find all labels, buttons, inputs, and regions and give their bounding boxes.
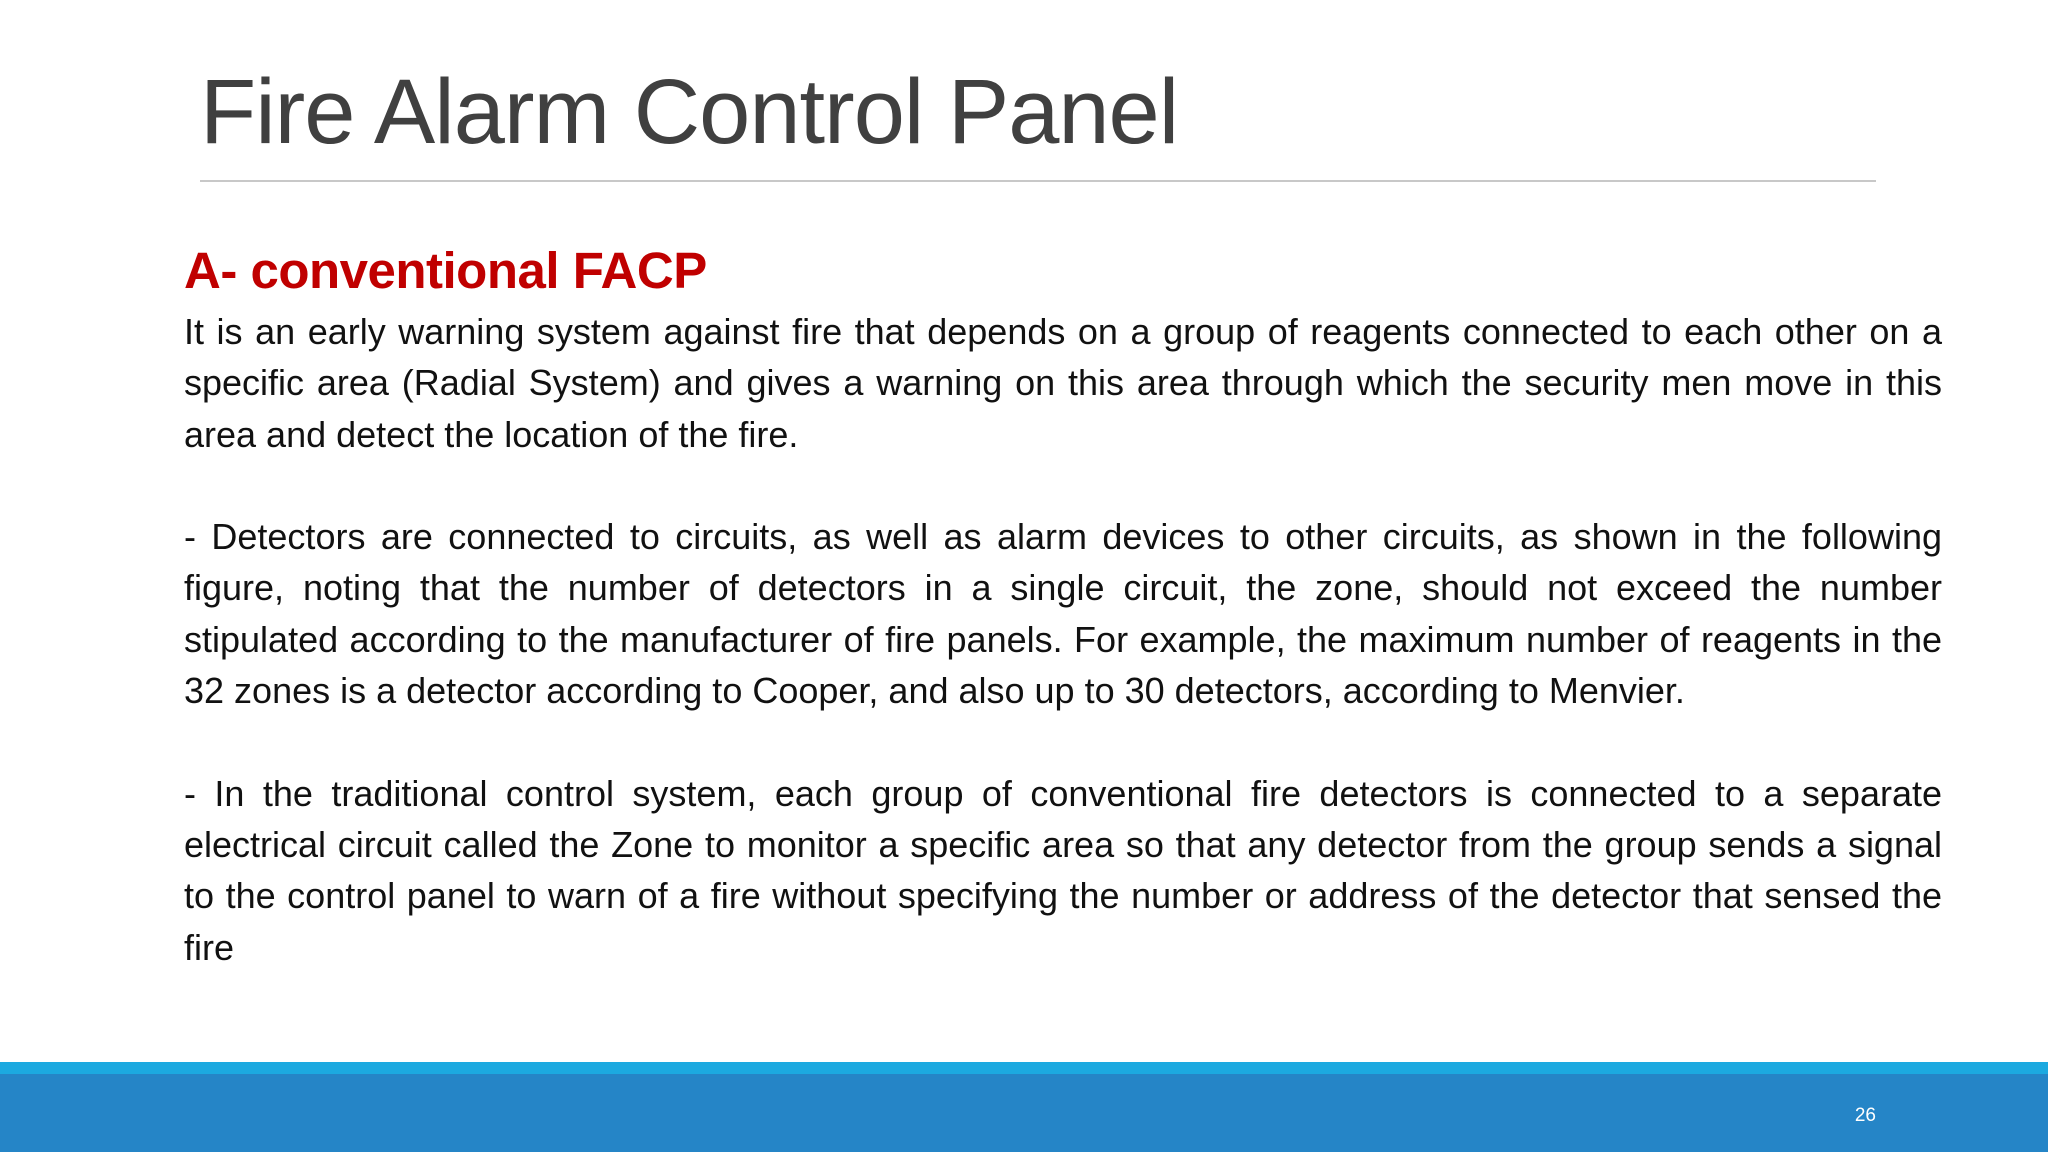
page-number: 26 [1854, 1105, 1876, 1126]
paragraph-spacer [184, 460, 1942, 511]
paragraph-detectors: - Detectors are connected to circuits, as well as alarm devices to other circuits, as shown in the following figure, noting that the number of detectors in a single circuit, the zone, should not exceed the number stipulated according to the manufacturer of fire panels. For example, the maximum number of reagents in the 32 zones is a detector according to Cooper, and also up to 30 detectors, according to Menvier. [184, 516, 1942, 712]
section-heading: A- conventional FACP [184, 242, 707, 299]
paragraph-spacer [184, 716, 1942, 767]
title-divider [200, 180, 1876, 182]
paragraph-intro: It is an early warning system against fire that depends on a group of reagents connected to each other on a specific area (Radial System) and gives a warning on this area through which the security men move in this area and detect the location of the fire. [184, 311, 1942, 455]
footer-band [0, 1062, 2048, 1152]
footer-stripe [0, 1062, 2048, 1074]
paragraph-traditional: - In the traditional control system, each group of conventional fire detectors is connected to a separate electrical circuit called the Zone to monitor a specific area so that any detector from the group sends a signal to the control panel to warn of a fire without specifying the number or address of the detector that sensed the fire [184, 772, 1942, 968]
slide-content [184, 236, 1942, 973]
slide-title: Fire Alarm Control Panel [200, 61, 1179, 163]
